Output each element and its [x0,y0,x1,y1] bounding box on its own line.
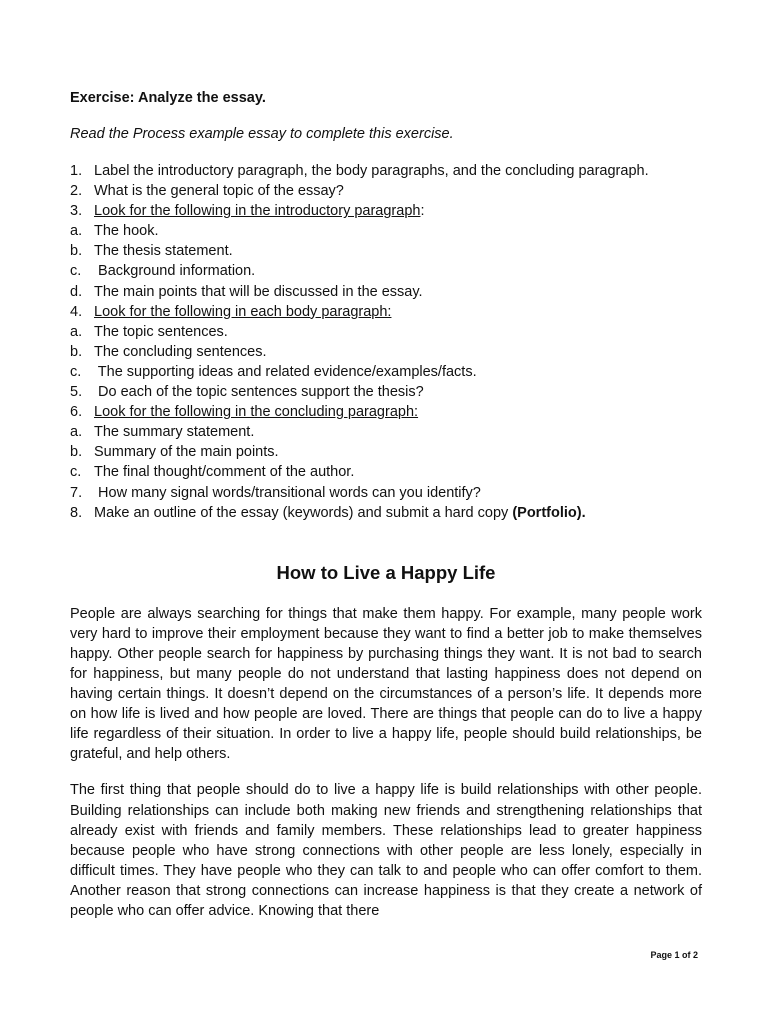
list-marker: 8. [70,504,83,521]
list-item-text: What is the general topic of the essay? [94,183,344,200]
page-number: Page 1 of 2 [650,950,698,960]
list-marker: c. [70,464,82,481]
list-marker: c. [70,363,82,380]
list-item [70,422,702,442]
portfolio-label: (Portfolio). [512,504,586,521]
list-item [70,362,702,382]
list-item-text: Label the introductory paragraph, the body paragraphs, and the concluding paragraph. [94,163,649,179]
list-marker: a. [70,424,83,441]
list-item-text: The thesis statement. [94,243,233,260]
list-item-text: Look for the following in the introductory paragraph [94,203,421,220]
essay-paragraph: The first thing that people should do to live a happy life is build relationships with other people. Building relationships can include both making new friends and strengthening relationships that already exist with friends and family members. These relationships lead to greater happiness because people who have strong connections with other people are less lonely, especially in difficult times. They have people who they can talk to and people who can offer comfort to them. Another reason that strong connections can increase happiness is that they create a network of people who can offer advice. Knowing that there [70,782,702,919]
list-item-text: The summary statement. [94,424,255,441]
list-item [70,462,702,482]
list-item [70,342,702,362]
exercise-instruction: Read the Process example essay to complete this exercise. [70,126,454,142]
list-marker: d. [70,283,83,300]
list-marker: 1. [70,163,83,179]
list-item-text: Make an outline of the essay (keywords) and submit a hard copy [94,504,513,521]
list-item [70,302,702,322]
list-item [70,201,702,221]
list-marker: c. [70,263,82,280]
list-marker: b. [70,444,83,461]
list-marker: a. [70,223,83,240]
list-item [70,322,702,342]
list-marker: 7. [70,484,83,501]
list-item-text: Summary of the main points. [94,444,279,461]
list-marker: b. [70,343,83,360]
list-item-suffix: : [420,203,425,220]
list-item-text: The main points that will be discussed in the essay. [94,283,423,300]
list-item [70,483,702,503]
list-marker: 3. [70,203,83,220]
list-item-text: Do each of the topic sentences support the thesis? [94,384,424,401]
list-item-text: The supporting ideas and related evidence/examples/facts. [94,363,477,380]
list-marker: 6. [70,404,83,421]
list-marker: 4. [70,303,83,320]
list-item-text: Look for the following in the concluding paragraph: [94,404,419,421]
list-marker: b. [70,243,83,260]
list-item-text: How many signal words/transitional words can you identify? [94,484,481,501]
list-item-text: Background information. [94,263,256,280]
list-item [70,442,702,462]
list-item [70,221,702,241]
exercise-list [70,161,702,523]
list-item [70,282,702,302]
list-item [70,181,702,201]
list-item-text: The final thought/comment of the author. [94,464,355,481]
list-item [70,241,702,261]
essay-title: How to Live a Happy Life [276,561,496,583]
document-page [70,88,702,921]
list-item-text: Look for the following in each body paragraph: [94,303,392,320]
essay-paragraph: People are always searching for things that make them happy. For example, many people work very hard to improve their employment because they want to find a better job to make themselves happy. Other people search for happiness by purchasing things they want. It is not bad to search for happiness, but many people do not understand that lasting happiness does not depend on having certain things. It doesn’t depend on the circumstances of a person’s life. It depends more on how life is lived and how people are loved. There are things that people can do to live a happy life regardless of their situation. In order to live a happy life, people should build relationships, be grateful, and help others. [70,605,702,763]
list-marker: a. [70,323,83,340]
list-item [70,382,702,402]
exercise-title: Exercise: Analyze the essay. [70,90,266,106]
list-item [70,261,702,281]
list-marker: 2. [70,183,83,200]
list-item-text: The hook. [94,223,159,240]
list-item-text: The concluding sentences. [94,343,267,360]
list-item-text: The topic sentences. [94,323,228,340]
list-marker: 5. [70,384,83,401]
list-item [70,402,702,422]
list-item [70,503,702,523]
list-item [70,161,702,181]
